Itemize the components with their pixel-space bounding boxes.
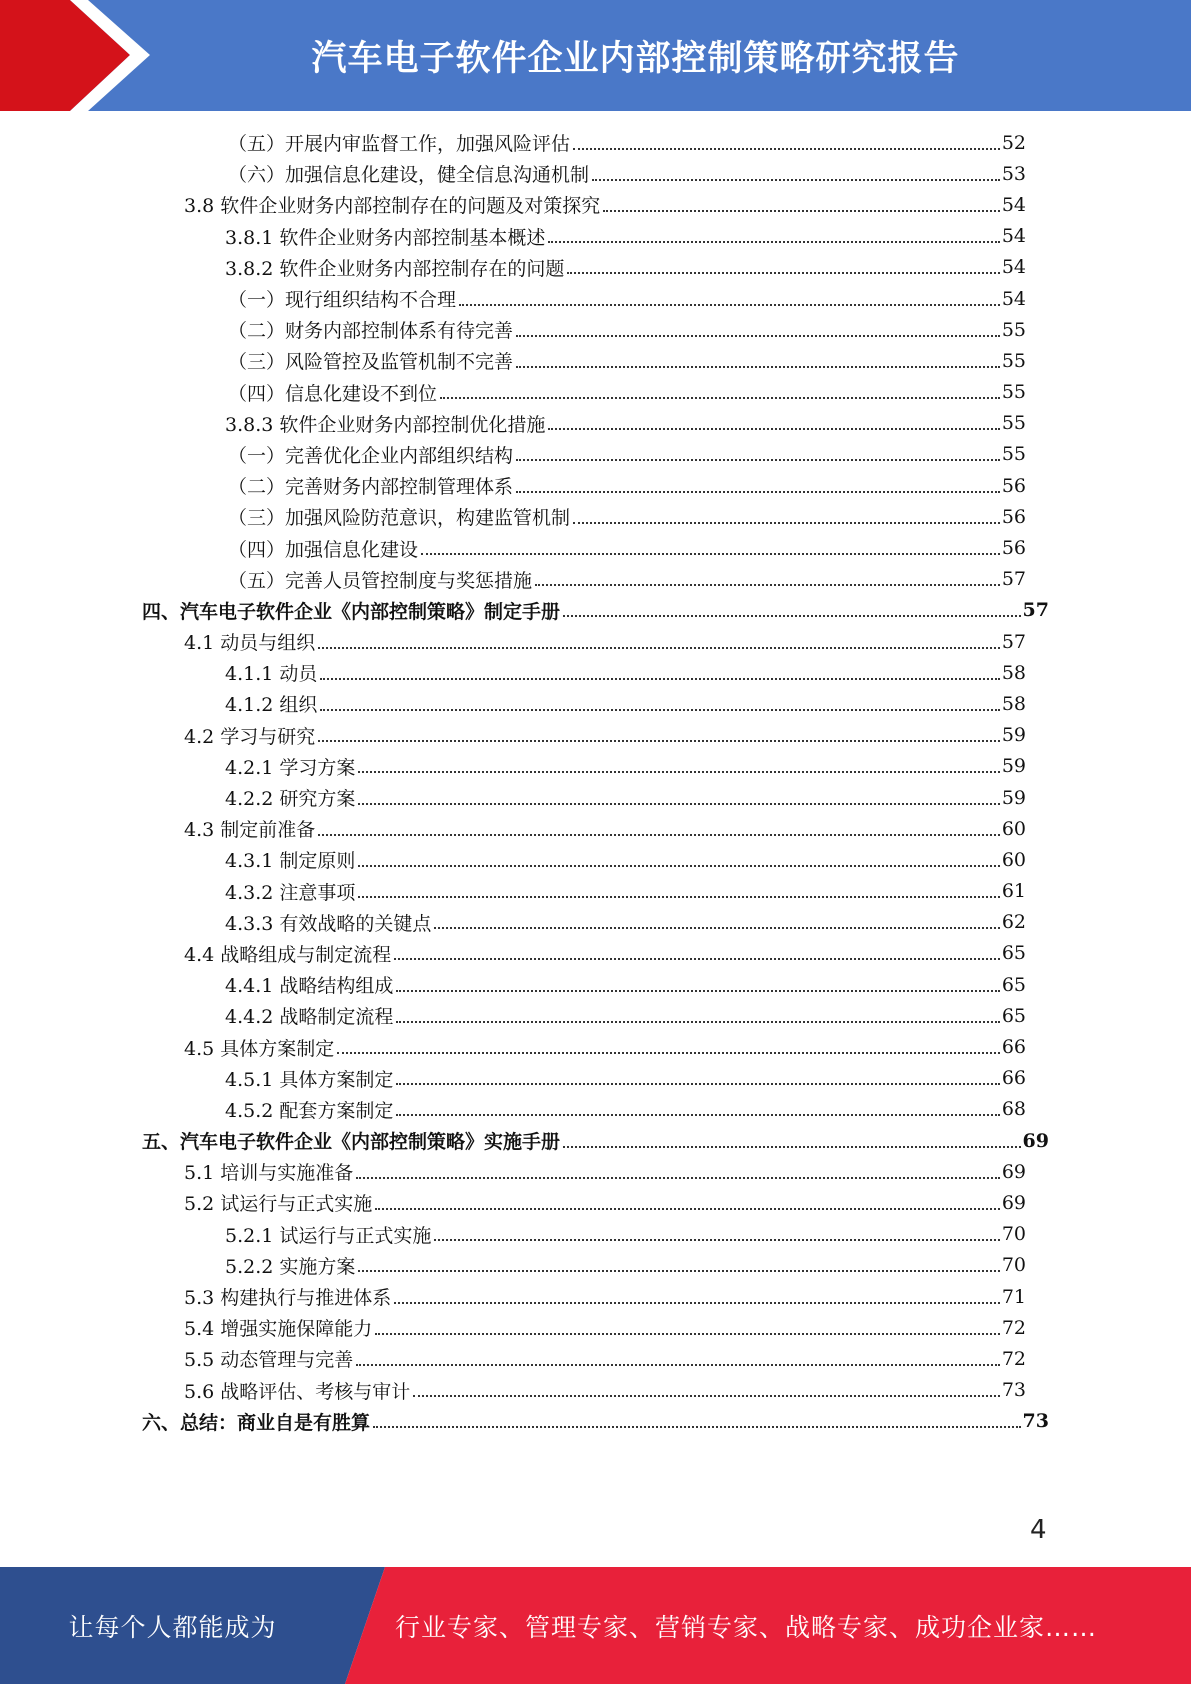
toc-chapter-entry[interactable] <box>142 595 1049 626</box>
toc-dot-leader <box>516 459 1000 461</box>
toc-entry-page: 65 <box>1001 942 1026 965</box>
toc-entry-label: 4.5.2 配套方案制定 <box>225 1099 394 1122</box>
toc-entry-page: 65 <box>1001 1004 1026 1027</box>
toc-entry-page: 56 <box>1001 505 1026 528</box>
toc-entry[interactable] <box>228 564 1026 595</box>
toc-entry[interactable] <box>225 221 1026 252</box>
toc-dot-leader <box>320 709 999 711</box>
toc-entry-label: （二）完善财务内部控制管理体系 <box>228 476 514 499</box>
toc-dot-leader <box>394 1302 1000 1304</box>
toc-entry[interactable] <box>225 688 1026 719</box>
toc-dot-leader <box>318 647 1000 649</box>
toc-entry-label: （四）信息化建设不到位 <box>228 382 438 405</box>
toc-entry-label: 4.3.2 注意事项 <box>225 881 356 904</box>
toc-entry-label: 4.3 制定前准备 <box>184 819 316 842</box>
toc-dot-leader <box>320 678 999 680</box>
toc-entry-page: 55 <box>1001 349 1026 372</box>
toc-entry[interactable] <box>228 532 1026 563</box>
toc-entry-page: 54 <box>1001 225 1026 248</box>
toc-entry-label: 4.1 动员与组织 <box>184 632 316 655</box>
toc-entry[interactable] <box>228 314 1026 345</box>
toc-entry[interactable] <box>225 876 1026 907</box>
page-number: 4 <box>1030 1515 1047 1545</box>
toc-entry-page: 60 <box>1001 848 1026 871</box>
toc-entry-page: 58 <box>1001 692 1026 715</box>
toc-entry-label: 4.3.1 制定原则 <box>225 850 356 873</box>
toc-entry-label: 六、总结：商业自是有胜算 <box>142 1411 371 1434</box>
toc-chapter-entry[interactable] <box>142 1406 1049 1437</box>
header-arrow-decoration <box>0 0 160 111</box>
toc-entry[interactable] <box>225 907 1026 938</box>
table-of-contents <box>0 127 1191 1437</box>
toc-dot-leader <box>573 148 1000 150</box>
toc-entry-page: 57 <box>1001 568 1026 591</box>
toc-entry[interactable] <box>225 751 1026 782</box>
toc-entry-label: 4.5.1 具体方案制定 <box>225 1068 394 1091</box>
toc-entry[interactable] <box>228 470 1026 501</box>
toc-entry-page: 55 <box>1001 412 1026 435</box>
toc-entry-page: 69 <box>1001 1191 1026 1214</box>
toc-dot-leader <box>358 803 999 805</box>
toc-entry-page: 68 <box>1001 1098 1026 1121</box>
toc-entry[interactable] <box>184 626 1026 657</box>
toc-entry-page: 70 <box>1001 1254 1026 1277</box>
toc-entry-page: 54 <box>1001 287 1026 310</box>
toc-entry[interactable] <box>184 1187 1026 1218</box>
toc-entry-page: 57 <box>1001 630 1026 653</box>
toc-dot-leader <box>603 210 1000 212</box>
toc-entry-page: 61 <box>1001 880 1026 903</box>
footer-slogan-right: 行业专家、管理专家、营销专家、战略专家、成功企业家…… <box>395 1612 1098 1642</box>
toc-dot-leader <box>563 615 1021 617</box>
toc-entry-page: 65 <box>1001 973 1026 996</box>
toc-entry[interactable] <box>225 844 1026 875</box>
toc-entry-label: 4.4.1 战略结构组成 <box>225 975 394 998</box>
toc-dot-leader <box>573 522 1000 524</box>
toc-entry-label: （一）完善优化企业内部组织结构 <box>228 444 514 467</box>
toc-entry-page: 59 <box>1001 786 1026 809</box>
toc-entry[interactable] <box>184 1343 1026 1374</box>
toc-dot-leader <box>434 927 999 929</box>
toc-entry-label: （三）加强风险防范意识，构建监管机制 <box>228 507 571 530</box>
toc-entry-page: 57 <box>1022 599 1049 622</box>
toc-entry-label: （六）加强信息化建设，健全信息沟通机制 <box>228 164 590 187</box>
toc-entry-label: 4.5 具体方案制定 <box>184 1037 335 1060</box>
toc-entry-label: 五、汽车电子软件企业《内部控制策略》实施手册 <box>142 1131 561 1154</box>
toc-entry-label: 5.2 试运行与正式实施 <box>184 1193 373 1216</box>
toc-dot-leader <box>592 179 1000 181</box>
toc-dot-leader <box>396 1114 999 1116</box>
toc-dot-leader <box>318 740 1000 742</box>
toc-entry-label: 4.4.2 战略制定流程 <box>225 1006 394 1029</box>
toc-dot-leader <box>396 1021 999 1023</box>
toc-entry-page: 58 <box>1001 661 1026 684</box>
toc-dot-leader <box>358 1270 999 1272</box>
toc-dot-leader <box>516 335 1000 337</box>
toc-dot-leader <box>567 272 999 274</box>
toc-entry-page: 56 <box>1001 537 1026 560</box>
toc-entry-page: 54 <box>1001 193 1026 216</box>
toc-entry-page: 53 <box>1001 162 1026 185</box>
toc-entry[interactable] <box>225 1063 1026 1094</box>
toc-entry-label: （三）风险管控及监管机制不完善 <box>228 351 514 374</box>
toc-entry[interactable] <box>225 252 1026 283</box>
toc-entry[interactable] <box>184 1312 1026 1343</box>
toc-entry-page: 66 <box>1001 1036 1026 1059</box>
toc-entry-label: 3.8.2 软件企业财务内部控制存在的问题 <box>225 257 565 280</box>
toc-entry-label: 5.4 增强实施保障能力 <box>184 1318 373 1341</box>
toc-dot-leader <box>396 990 999 992</box>
toc-entry[interactable] <box>228 345 1026 376</box>
toc-entry-label: 5.1 培训与实施准备 <box>184 1162 354 1185</box>
page-footer <box>0 1567 1191 1684</box>
toc-entry[interactable] <box>184 813 1026 844</box>
toc-entry-page: 73 <box>1001 1379 1026 1402</box>
toc-dot-leader <box>375 1208 1000 1210</box>
toc-dot-leader <box>358 771 999 773</box>
toc-dot-leader <box>516 491 1000 493</box>
toc-entry-label: 4.1.2 组织 <box>225 694 318 717</box>
toc-entry[interactable] <box>225 782 1026 813</box>
toc-entry-label: 3.8.3 软件企业财务内部控制优化措施 <box>225 413 546 436</box>
toc-entry-label: 3.8.1 软件企业财务内部控制基本概述 <box>225 226 546 249</box>
toc-dot-leader <box>396 1083 999 1085</box>
toc-entry-page: 56 <box>1001 474 1026 497</box>
toc-entry-label: （五）开展内审监督工作，加强风险评估 <box>228 133 571 156</box>
toc-entry[interactable] <box>225 1219 1026 1250</box>
toc-dot-leader <box>413 1395 1000 1397</box>
toc-dot-leader <box>516 366 1000 368</box>
toc-entry-label: 5.6 战略评估、考核与审计 <box>184 1380 411 1403</box>
toc-entry-page: 72 <box>1001 1316 1026 1339</box>
toc-entry[interactable] <box>225 1000 1026 1031</box>
toc-dot-leader <box>440 397 1000 399</box>
toc-entry-label: 5.2.2 实施方案 <box>225 1255 356 1278</box>
toc-dot-leader <box>548 428 999 430</box>
toc-dot-leader <box>548 241 999 243</box>
toc-entry-label: （四）加强信息化建设 <box>228 538 419 561</box>
toc-entry[interactable] <box>184 1281 1026 1312</box>
toc-dot-leader <box>373 1426 1021 1428</box>
toc-dot-leader <box>337 1052 1000 1054</box>
toc-entry-label: 4.1.1 动员 <box>225 663 318 686</box>
toc-dot-leader <box>459 304 1000 306</box>
header-red-arrow <box>0 0 130 111</box>
toc-entry-label: 4.2 学习与研究 <box>184 725 316 748</box>
toc-dot-leader <box>356 1177 1000 1179</box>
toc-entry[interactable] <box>184 189 1026 220</box>
toc-entry-label: 4.4 战略组成与制定流程 <box>184 943 392 966</box>
toc-dot-leader <box>421 553 1000 555</box>
toc-entry[interactable] <box>228 127 1026 158</box>
toc-entry-page: 66 <box>1001 1067 1026 1090</box>
toc-entry-label: 3.8 软件企业财务内部控制存在的问题及对策探究 <box>184 195 601 218</box>
toc-entry-page: 59 <box>1001 755 1026 778</box>
toc-entry[interactable] <box>228 283 1026 314</box>
toc-entry[interactable] <box>184 1375 1026 1406</box>
toc-dot-leader <box>318 834 1000 836</box>
toc-entry[interactable] <box>225 1250 1026 1281</box>
toc-dot-leader <box>535 584 1000 586</box>
toc-entry[interactable] <box>228 439 1026 470</box>
toc-dot-leader <box>375 1333 1000 1335</box>
toc-entry-page: 69 <box>1001 1160 1026 1183</box>
toc-entry-page: 62 <box>1001 911 1026 934</box>
toc-entry-label: 5.5 动态管理与完善 <box>184 1349 354 1372</box>
toc-entry-label: 4.3.3 有效战略的关键点 <box>225 912 432 935</box>
toc-entry-label: 4.2.2 研究方案 <box>225 788 356 811</box>
toc-entry[interactable] <box>184 1156 1026 1187</box>
toc-entry-page: 54 <box>1001 256 1026 279</box>
toc-entry-page: 55 <box>1001 443 1026 466</box>
toc-entry-page: 69 <box>1022 1129 1049 1152</box>
toc-entry[interactable] <box>225 969 1026 1000</box>
toc-entry-page: 73 <box>1022 1410 1049 1433</box>
footer-slogan-left: 让每个人都能成为 <box>68 1612 277 1642</box>
toc-entry-label: 5.2.1 试运行与正式实施 <box>225 1224 432 1247</box>
toc-dot-leader <box>434 1239 999 1241</box>
toc-dot-leader <box>358 865 999 867</box>
toc-entry[interactable] <box>225 657 1026 688</box>
toc-dot-leader <box>563 1146 1021 1148</box>
toc-entry-label: （五）完善人员管控制度与奖惩措施 <box>228 569 533 592</box>
toc-entry-page: 72 <box>1001 1347 1026 1370</box>
toc-entry-page: 70 <box>1001 1223 1026 1246</box>
toc-entry[interactable] <box>184 938 1026 969</box>
toc-entry-label: 5.3 构建执行与推进体系 <box>184 1287 392 1310</box>
toc-dot-leader <box>358 896 999 898</box>
toc-entry[interactable] <box>228 501 1026 532</box>
toc-entry[interactable] <box>228 377 1026 408</box>
toc-entry-page: 55 <box>1001 381 1026 404</box>
toc-entry[interactable] <box>184 1031 1026 1062</box>
toc-entry[interactable] <box>228 158 1026 189</box>
toc-entry-page: 71 <box>1001 1285 1026 1308</box>
toc-entry[interactable] <box>225 1094 1026 1125</box>
document-title: 汽车电子软件企业内部控制策略研究报告 <box>311 38 960 79</box>
toc-entry[interactable] <box>225 408 1026 439</box>
toc-entry-label: 四、汽车电子软件企业《内部控制策略》制定手册 <box>142 600 561 623</box>
toc-entry[interactable] <box>184 720 1026 751</box>
toc-entry-label: （一）现行组织结构不合理 <box>228 289 457 312</box>
toc-dot-leader <box>394 958 1000 960</box>
toc-dot-leader <box>356 1364 1000 1366</box>
toc-entry-page: 60 <box>1001 817 1026 840</box>
toc-entry-page: 52 <box>1001 131 1026 154</box>
toc-entry-page: 55 <box>1001 318 1026 341</box>
toc-entry-page: 59 <box>1001 724 1026 747</box>
toc-chapter-entry[interactable] <box>142 1125 1049 1156</box>
toc-entry-label: 4.2.1 学习方案 <box>225 756 356 779</box>
page-header <box>0 0 1191 111</box>
toc-entry-label: （二）财务内部控制体系有待完善 <box>228 320 514 343</box>
